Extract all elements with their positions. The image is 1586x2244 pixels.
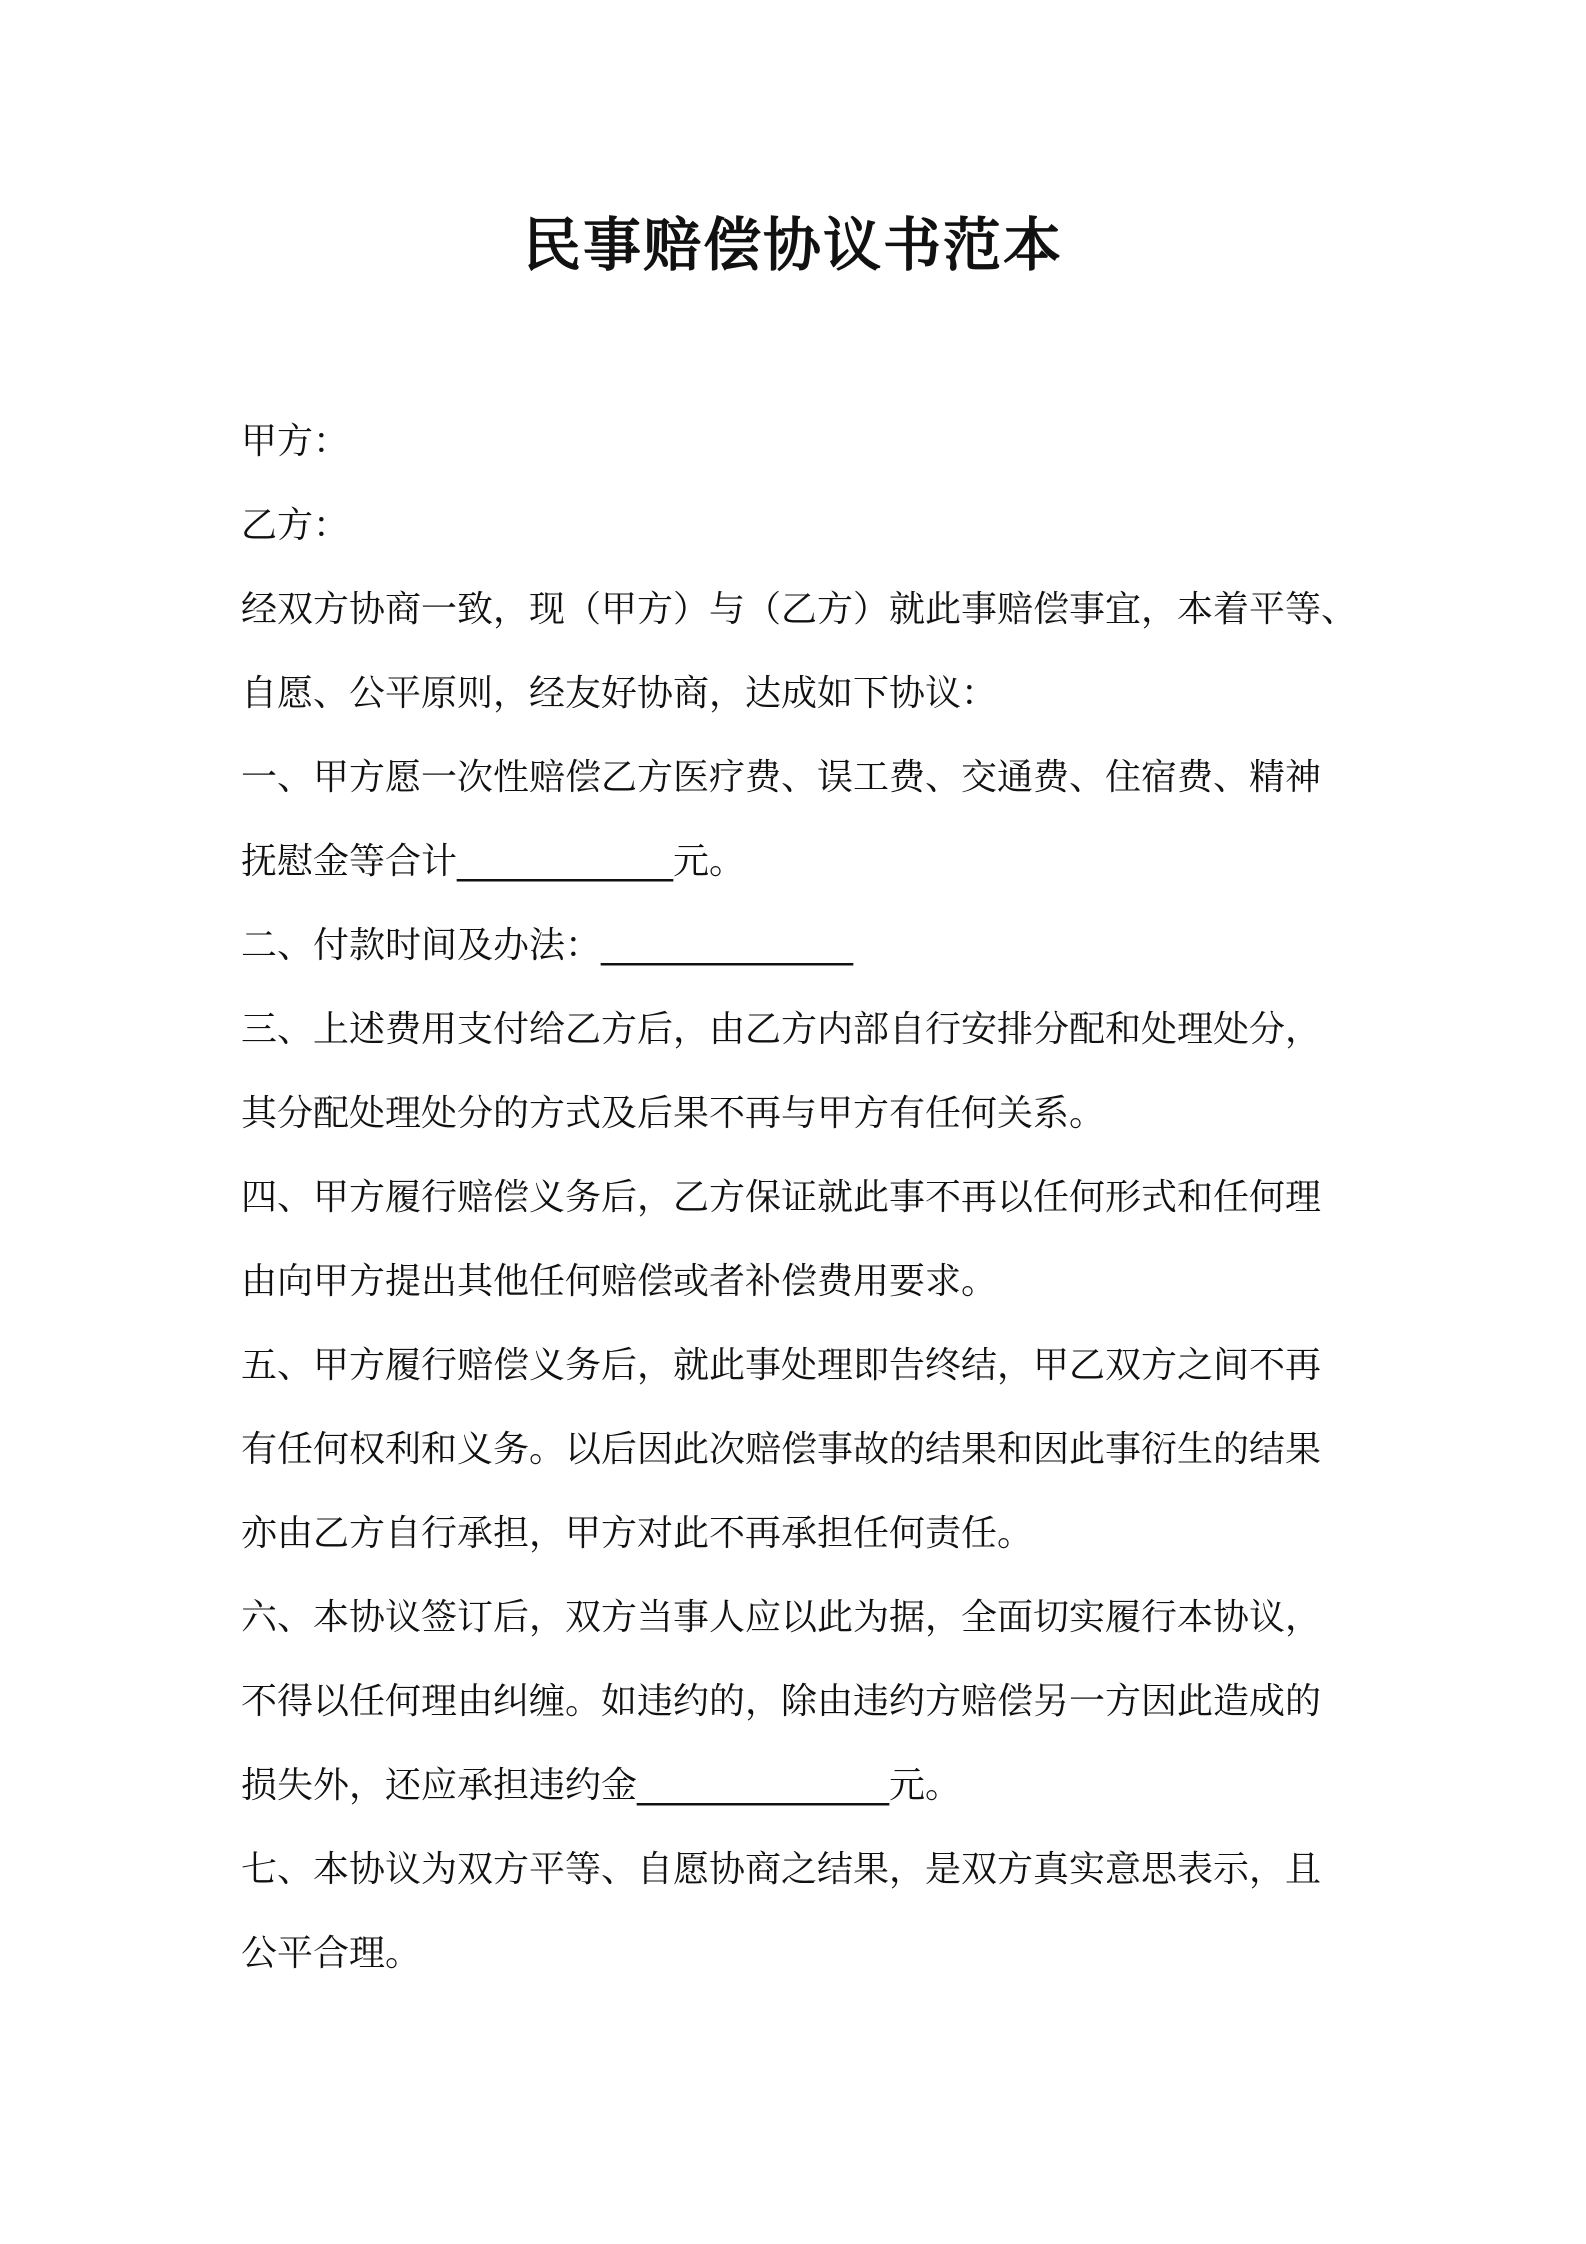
clause-5-line-1: 五、甲方履行赔偿义务后，就此事处理即告终结，甲乙双方之间不再: [241, 1345, 1322, 1386]
clause-5-line-2: 有任何权利和义务。以后因此次赔偿事故的结果和因此事衍生的结果: [241, 1429, 1322, 1470]
clause-6-line-2: 不得以任何理由纠缠。如违约的，除由违约方赔偿另一方因此造成的: [241, 1681, 1322, 1722]
clause-7-line-2: 公平合理。: [241, 1933, 422, 1974]
clause-3-line-2: 其分配处理处分的方式及后果不再与甲方有任何关系。: [241, 1093, 1106, 1134]
clause-6-line-3: 损失外，还应承担违约金______________元。: [241, 1765, 962, 1806]
clause-5-line-3: 亦由乙方自行承担，甲方对此不再承担任何责任。: [241, 1513, 1034, 1554]
intro-line-1: 经双方协商一致，现（甲方）与（乙方）就此事赔偿事宜，本着平等、: [241, 589, 1358, 630]
clause-3-line-1: 三、上述费用支付给乙方后，由乙方内部自行安排分配和处理处分，: [241, 1009, 1322, 1050]
clause-2-line-1: 二、付款时间及办法：______________: [241, 925, 854, 966]
party-a-line: 甲方：: [241, 421, 350, 462]
clause-4-line-1: 四、甲方履行赔偿义务后，乙方保证就此事不再以任何形式和任何理: [241, 1177, 1322, 1218]
clause-7-line-1: 七、本协议为双方平等、自愿协商之结果，是双方真实意思表示，且: [241, 1849, 1322, 1890]
document-body: [241, 400, 1361, 1996]
clause-1-line-2: 抚慰金等合计____________元。: [241, 841, 746, 882]
party-b-line: 乙方：: [241, 505, 350, 546]
clause-6-line-1: 六、本协议签订后，双方当事人应以此为据，全面切实履行本协议，: [241, 1597, 1322, 1638]
document-title: 民事赔偿协议书范本: [522, 211, 1063, 279]
intro-line-2: 自愿、公平原则，经友好协商，达成如下协议：: [241, 673, 998, 714]
clause-1-line-1: 一、甲方愿一次性赔偿乙方医疗费、误工费、交通费、住宿费、精神: [241, 757, 1322, 798]
clause-4-line-2: 由向甲方提出其他任何赔偿或者补偿费用要求。: [241, 1261, 998, 1302]
